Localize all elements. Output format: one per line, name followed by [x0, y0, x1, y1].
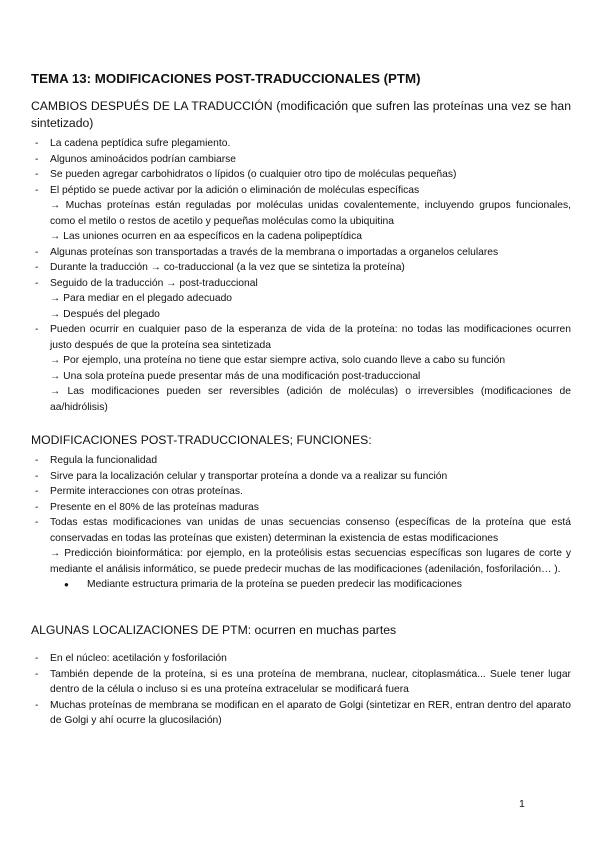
- list-item: [31, 183, 571, 245]
- nested-bullet-list: [50, 577, 571, 593]
- list-item-text: Presente en el 80% de las proteínas maduras: [50, 501, 259, 513]
- bullet-list: [31, 453, 571, 593]
- section-heading-note: (modificación que sufren las proteínas una vez se han sintetizado): [31, 99, 571, 130]
- list-item: [31, 651, 571, 667]
- sub-item: → Las uniones ocurren en aa específicos en la cadena polipeptídica: [50, 231, 362, 242]
- section-heading-title: CAMBIOS DESPUÉS DE LA TRADUCCIÓN: [31, 99, 273, 113]
- sub-item: → Las modificaciones pueden ser reversibles (adición de moléculas) o irreversibles (modificaciones de aa/hidrólisis): [50, 386, 571, 413]
- list-item-text: Regula la funcionalidad: [50, 455, 158, 466]
- list-item-text: Se pueden agregar carbohidratos o lípidos (o cualquier otro tipo de moléculas pequeñas): [50, 169, 457, 180]
- list-item-text: Durante la traducción → co-traduccional (a la vez que se sintetiza la proteína): [50, 262, 405, 273]
- sub-item: → Predicción bioinformática: por ejemplo, en la proteólisis estas secuencias específicas son lugares de corte y mediante el análisis informático, se puede predecir muchas de las modificaciones (adenilación, fosforilación… ).: [50, 548, 571, 575]
- list-item: [31, 698, 571, 729]
- section-heading-note: : ocurren en muchas partes: [247, 623, 397, 637]
- section-localizaciones: [31, 622, 571, 729]
- list-item: [31, 484, 571, 500]
- section-heading: [31, 98, 571, 132]
- list-item-text: En el núcleo: acetilación y fosforilación: [50, 653, 227, 664]
- list-item-text: Pueden ocurrir en cualquier paso de la esperanza de vida de la proteína: no todas las modificaciones ocurren justo después de que la proteína sea sintetizada: [50, 324, 571, 351]
- section-heading: MODIFICACIONES POST-TRADUCCIONALES; FUNCIONES:: [31, 433, 372, 447]
- list-item-text: Sirve para la localización celular y transportar proteína a donde va a realizar su función: [50, 470, 448, 482]
- list-item: [31, 515, 571, 593]
- sub-item: → Una sola proteína puede presentar más de una modificación post-traduccional: [50, 370, 421, 382]
- list-item: [31, 469, 571, 485]
- list-item: [31, 322, 571, 415]
- list-item: [31, 276, 571, 323]
- list-item-text: Seguido de la traducción → post-traduccional: [50, 277, 258, 289]
- list-item-text: También depende de la proteína, si es una proteína de membrana, nuclear, citoplasmática... Suele tener lugar dentro de la célula o incluso si es una proteína extracelular se modificará fuera: [50, 668, 571, 695]
- list-item: [31, 500, 571, 516]
- bullet-list: [31, 136, 571, 415]
- section-heading-title: ALGUNAS LOCALIZACIONES DE PTM: [31, 623, 248, 637]
- list-item-text: Algunas proteínas son transportadas a través de la membrana o importadas a organelos celulares: [50, 246, 499, 258]
- list-item: [31, 136, 571, 152]
- list-item-text: El péptido se puede activar por la adición o eliminación de moléculas específicas: [50, 184, 420, 196]
- list-item-text: Todas estas modificaciones van unidas de unas secuencias consenso (específicas de la proteína que está conservadas en todas las proteínas que existen) determinan la existencia de estas modificaciones: [50, 517, 571, 544]
- list-item-text: La cadena peptídica sufre plegamiento.: [50, 138, 231, 149]
- sub-item: → Por ejemplo, una proteína no tiene que estar siempre activa, solo cuando lleve a cabo su función: [50, 355, 506, 366]
- list-item-text: Permite interacciones con otras proteínas.: [50, 486, 243, 497]
- document-title: TEMA 13: MODIFICACIONES POST-TRADUCCIONALES (PTM): [31, 71, 421, 86]
- section-cambios: [31, 98, 571, 415]
- list-item: [31, 260, 571, 276]
- list-item: [31, 245, 571, 261]
- page-number: 1: [519, 798, 525, 810]
- sub-item: → Para mediar en el plegado adecuado: [50, 293, 233, 304]
- list-item: [31, 453, 571, 469]
- sub-item: → Muchas proteínas están reguladas por moléculas unidas covalentemente, incluyendo grupos funcionales, como el metilo o restos de acetilo y pequeñas moléculas como la ubiquitina: [50, 200, 571, 227]
- list-item: [31, 152, 571, 168]
- bullet-list: [31, 651, 571, 729]
- section-funciones: [31, 432, 571, 593]
- list-item-text: Algunos aminoácidos podrían cambiarse: [50, 153, 237, 165]
- list-item-text: Muchas proteínas de membrana se modifican en el aparato de Golgi (sintetizar en RER, entran dentro del aparato de Golgi y ahí ocurre la glucosilación): [50, 699, 571, 726]
- list-item: [31, 667, 571, 698]
- sub-item: → Después del plegado: [50, 308, 160, 320]
- section-heading: [31, 622, 571, 639]
- nested-list-item: ● Mediante estructura primaria de la proteína se pueden predecir las modificaciones: [50, 577, 571, 593]
- list-item: [31, 167, 571, 183]
